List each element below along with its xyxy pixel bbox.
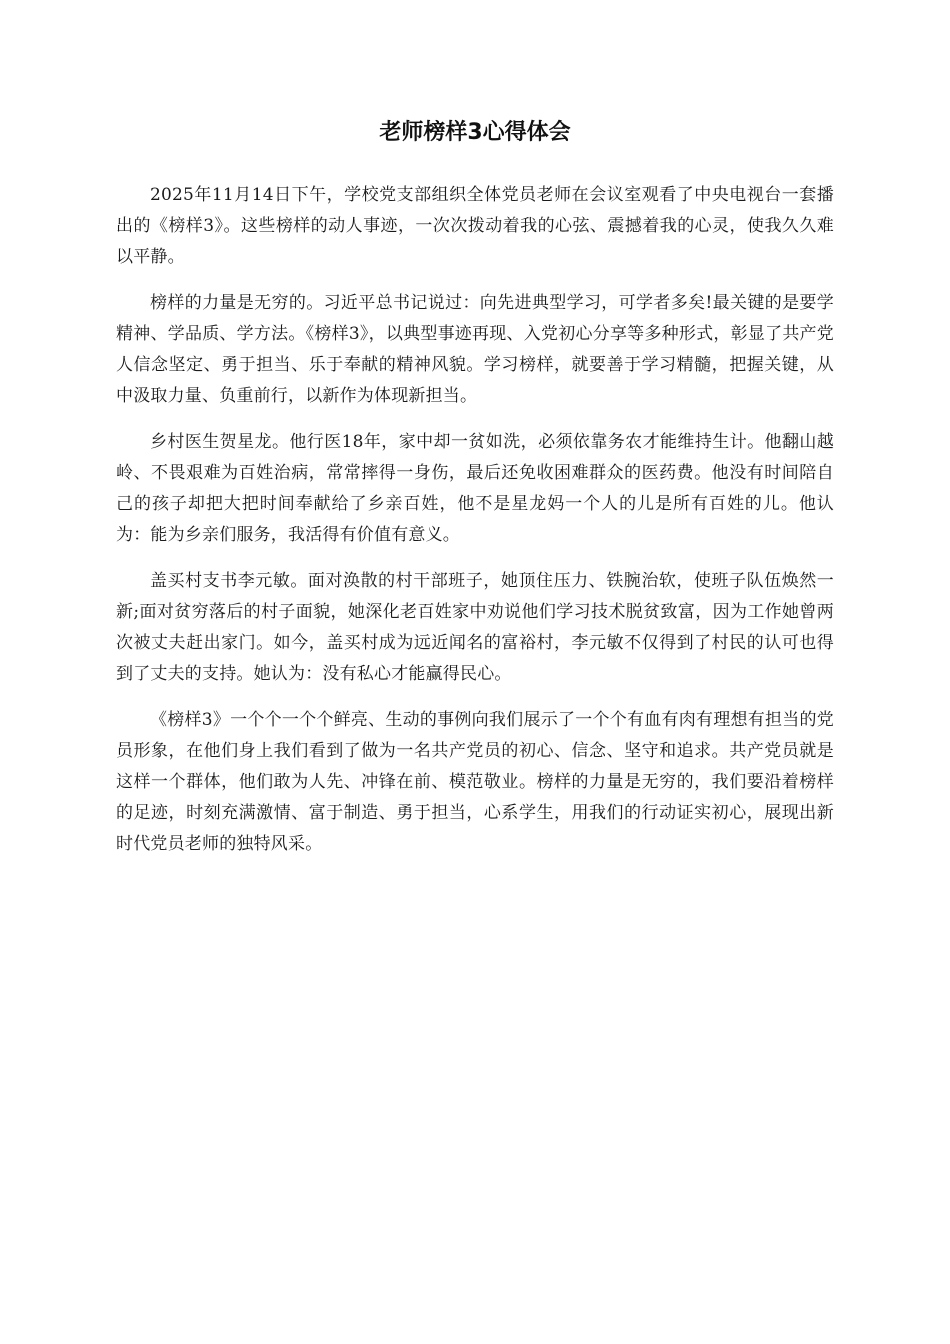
- document-title: 老师榜样3心得体会: [379, 120, 571, 145]
- paragraph-1: 2025年11月14日下午，学校党支部组织全体党员老师在会议室观看了中央电视台一套播出的《榜样3》。这些榜样的动人事迹，一次次拨动着我的心弦、震撼着我的心灵，使我久久难以平静。: [116, 185, 834, 267]
- paragraph-5: 《榜样3》一个个一个个鲜亮、生动的事例向我们展示了一个个有血有肉有理想有担当的党员形象，在他们身上我们看到了做为一名共产党员的初心、信念、坚守和追求。共产党员就是这样一个群体，他们敢为人先、冲锋在前、模范敬业。榜样的力量是无穷的，我们要沿着榜样的足迹，时刻充满激情、富于制造、勇于担当，心系学生，用我们的行动证实初心，展现出新时代党员老师的独特风采。: [116, 710, 834, 854]
- document-body: [116, 180, 834, 875]
- paragraph-4: 盖买村支书李元敏。面对涣散的村干部班子，她顶住压力、铁腕治软，使班子队伍焕然一新;面对贫穷落后的村子面貌，她深化老百姓家中劝说他们学习技术脱贫致富，因为工作她曾两次被丈夫赶出家门。如今，盖买村成为远近闻名的富裕村，李元敏不仅得到了村民的认可也得到了丈夫的支持。她认为：没有私心才能赢得民心。: [116, 571, 834, 684]
- paragraph-2: 榜样的力量是无穷的。习近平总书记说过：向先进典型学习，可学者多矣!最关键的是要学精神、学品质、学方法。《榜样3》，以典型事迹再现、入党初心分享等多种形式，彰显了共产党人信念坚定、勇于担当、乐于奉献的精神风貌。学习榜样，就要善于学习精髓，把握关键，从中汲取力量、负重前行，以新作为体现新担当。: [116, 293, 834, 406]
- paragraph-3: 乡村医生贺星龙。他行医18年，家中却一贫如洗，必须依靠务农才能维持生计。他翻山越岭、不畏艰难为百姓治病，常常摔得一身伤，最后还免收困难群众的医药费。他没有时间陪自己的孩子却把大把时间奉献给了乡亲百姓，他不是星龙妈一个人的儿是所有百姓的儿。他认为：能为乡亲们服务，我活得有价值有意义。: [116, 432, 834, 545]
